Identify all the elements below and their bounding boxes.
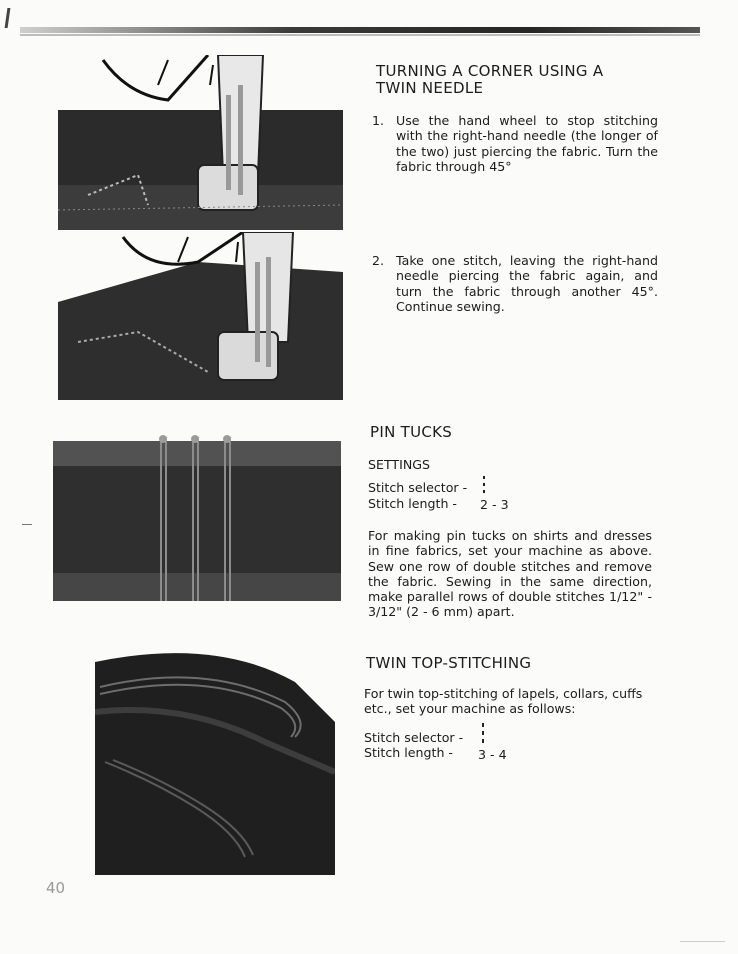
step-text: Take one stitch, leaving the right-hand needle piercing the fabric again, and turn the fabric through another 45°. Continue sewing. xyxy=(396,253,658,314)
section-title-twin-top-stitching: TWIN TOP-STITCHING xyxy=(366,654,532,672)
section-title-line1: TURNING A CORNER USING A xyxy=(376,62,604,80)
section-title-line2: TWIN NEEDLE xyxy=(376,79,484,97)
stitch-length-value: 2 - 3 xyxy=(480,497,509,512)
header-rule-thin xyxy=(20,34,700,36)
photo-twin-needle-step1 xyxy=(58,55,343,230)
page-number: 40 xyxy=(46,879,66,897)
step-number: 1. xyxy=(372,113,385,128)
photo-twin-top-stitching xyxy=(95,642,335,875)
step-text: Use the hand wheel to stop stitching with the right-hand needle (the longer of the two) just piercing the fabric. Turn the fabric through 45° xyxy=(396,113,658,174)
pin-tucks-paragraph: For making pin tucks on shirts and dresses in fine fabrics, set your machine as above. Sew one row of double stitches and remove the fabric. Sewing in the same direction, make parallel rows of double stitches 1/12" - 3/12" (2 - 6 mm) apart. xyxy=(368,528,652,620)
twin-top-stitching-paragraph: For twin top-stitching of lapels, collars, cuffs etc., set your machine as follows: xyxy=(364,686,643,717)
header-rule xyxy=(20,27,700,33)
stitch-length-row xyxy=(368,496,457,511)
stitch-length-row xyxy=(364,745,453,760)
photo-pin-tucks xyxy=(53,433,341,603)
stitch-selector-symbol xyxy=(483,476,485,494)
corner-mark xyxy=(5,8,11,28)
stitch-selector-symbol xyxy=(482,723,484,745)
list-item-step-2 xyxy=(372,253,662,323)
photo-twin-needle-step2 xyxy=(58,232,343,400)
stitch-length-value: 3 - 4 xyxy=(478,747,507,762)
step-number: 2. xyxy=(372,253,385,268)
stitch-selector-row xyxy=(364,730,463,745)
section-title-turning-corner xyxy=(376,63,676,97)
stitch-length-label: Stitch length - xyxy=(368,496,457,511)
stitch-selector-label: Stitch selector - xyxy=(368,480,468,495)
footer-rule xyxy=(680,941,725,942)
list-item-step-1 xyxy=(372,113,662,183)
settings-label: SETTINGS xyxy=(368,457,431,472)
stitch-selector-label: Stitch selector - xyxy=(364,730,464,745)
stitch-length-label: Stitch length - xyxy=(364,745,453,760)
stitch-selector-row xyxy=(368,480,467,495)
section-title-pin-tucks: PIN TUCKS xyxy=(370,423,453,441)
margin-mark xyxy=(22,524,32,525)
